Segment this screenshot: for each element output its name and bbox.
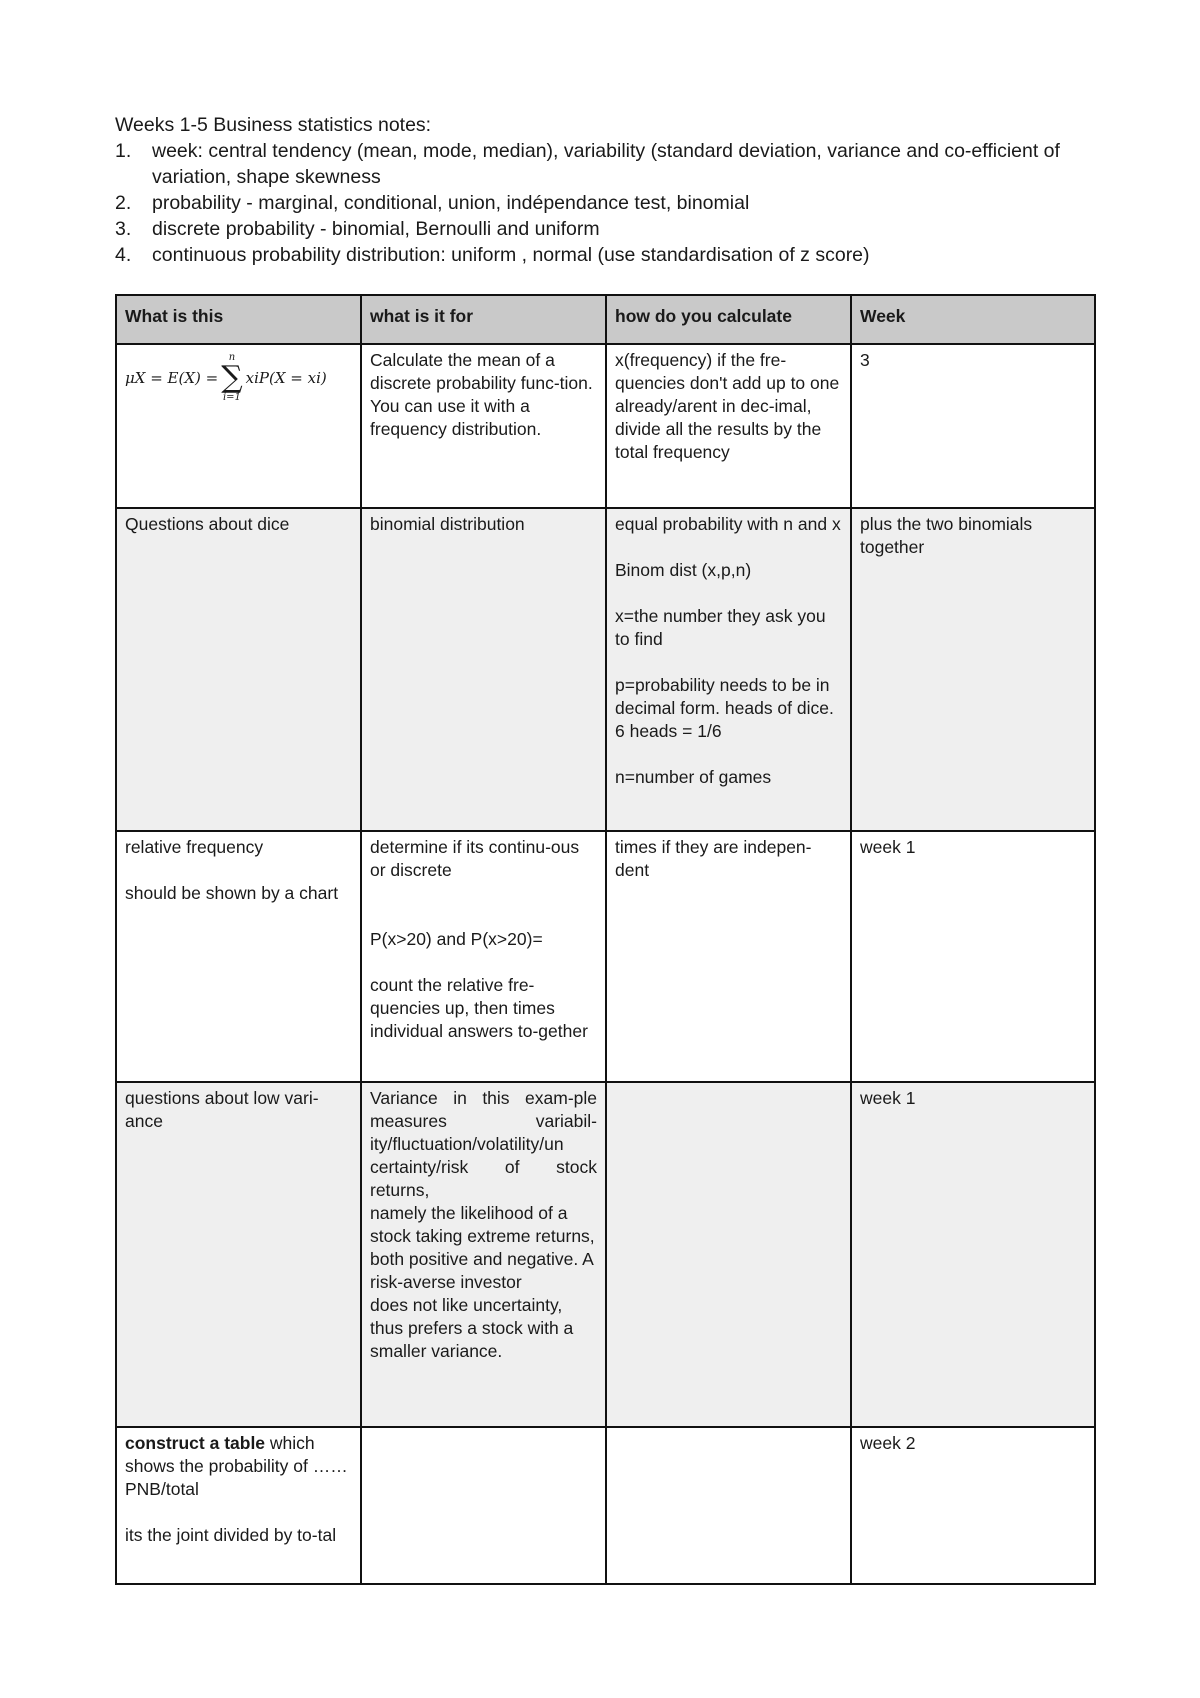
list-item: 4. continuous probability distribution: uniform , normal (use standardisation of z score) (115, 244, 870, 266)
cell-week: 3 (851, 344, 1095, 508)
list-item: 1. week: central tendency (mean, mode, median), variability (standard deviation, variance and co-efficient of variation, shape skewness (115, 140, 1060, 188)
cell-what: Questions about dice (116, 508, 361, 831)
cell-what-for: binomial distribution (361, 508, 606, 831)
list-item: 2. probability - marginal, conditional, union, indépendance test, binomial (115, 192, 750, 214)
cell-week: week 1 (851, 1082, 1095, 1427)
table-row (116, 1427, 1095, 1584)
cell-week: plus the two binomials together (851, 508, 1095, 831)
notes-table (115, 294, 1096, 1585)
weeks-list (115, 138, 1095, 268)
table-row (116, 1082, 1095, 1427)
list-item: 3. discrete probability - binomial, Bernoulli and uniform (115, 218, 600, 240)
header-what-is-this: What is this (116, 295, 361, 344)
cell-what: construct a table which shows the probability of …… PNB/total its the joint divided by to-tal (116, 1427, 361, 1584)
cell-what-for: Calculate the mean of a discrete probability func-tion. You can use it with a frequency distribution. (361, 344, 606, 508)
page-title: Weeks 1-5 Business statistics notes: (115, 114, 432, 136)
cell-what-for: determine if its continu-ous or discrete P(x>20) and P(x>20)= count the relative fre-quencies up, then times individual answers to-gether (361, 831, 606, 1082)
table-row (116, 831, 1095, 1082)
header-week: Week (851, 295, 1095, 344)
mean-formula: μX = E(X) = n ∑ i=1 xiP(X = xi) (125, 352, 327, 403)
cell-what (116, 344, 361, 508)
notes-header (115, 112, 1095, 268)
cell-what-for: Variance in this exam-ple measures variabil-ity/fluctuation/volatility/un certainty/risk of stock returns, namely the likelihood of a stock taking extreme returns, both positive and negative. A risk-averse investor does not like uncertainty, thus prefers a stock with a smaller variance. (361, 1082, 606, 1427)
header-what-is-it-for: what is it for (361, 295, 606, 344)
cell-week: week 2 (851, 1427, 1095, 1584)
cell-how: x(frequency) if the fre-quencies don't add up to one already/arent in dec-imal, divide all the results by the total frequency (606, 344, 851, 508)
header-how-do-you-calculate: how do you calculate (606, 295, 851, 344)
table-row (116, 508, 1095, 831)
cell-how (606, 1082, 851, 1427)
table-header-row (116, 295, 1095, 344)
cell-how: equal probability with n and x Binom dist (x,p,n) x=the number they ask you to find p=probability needs to be in decimal form. heads of dice. 6 heads = 1/6 n=number of games (606, 508, 851, 831)
cell-how: times if they are indepen-dent (606, 831, 851, 1082)
cell-how (606, 1427, 851, 1584)
cell-what: questions about low vari-ance (116, 1082, 361, 1427)
cell-what-for (361, 1427, 606, 1584)
cell-what: relative frequency should be shown by a chart (116, 831, 361, 1082)
table-row (116, 344, 1095, 508)
cell-week: week 1 (851, 831, 1095, 1082)
